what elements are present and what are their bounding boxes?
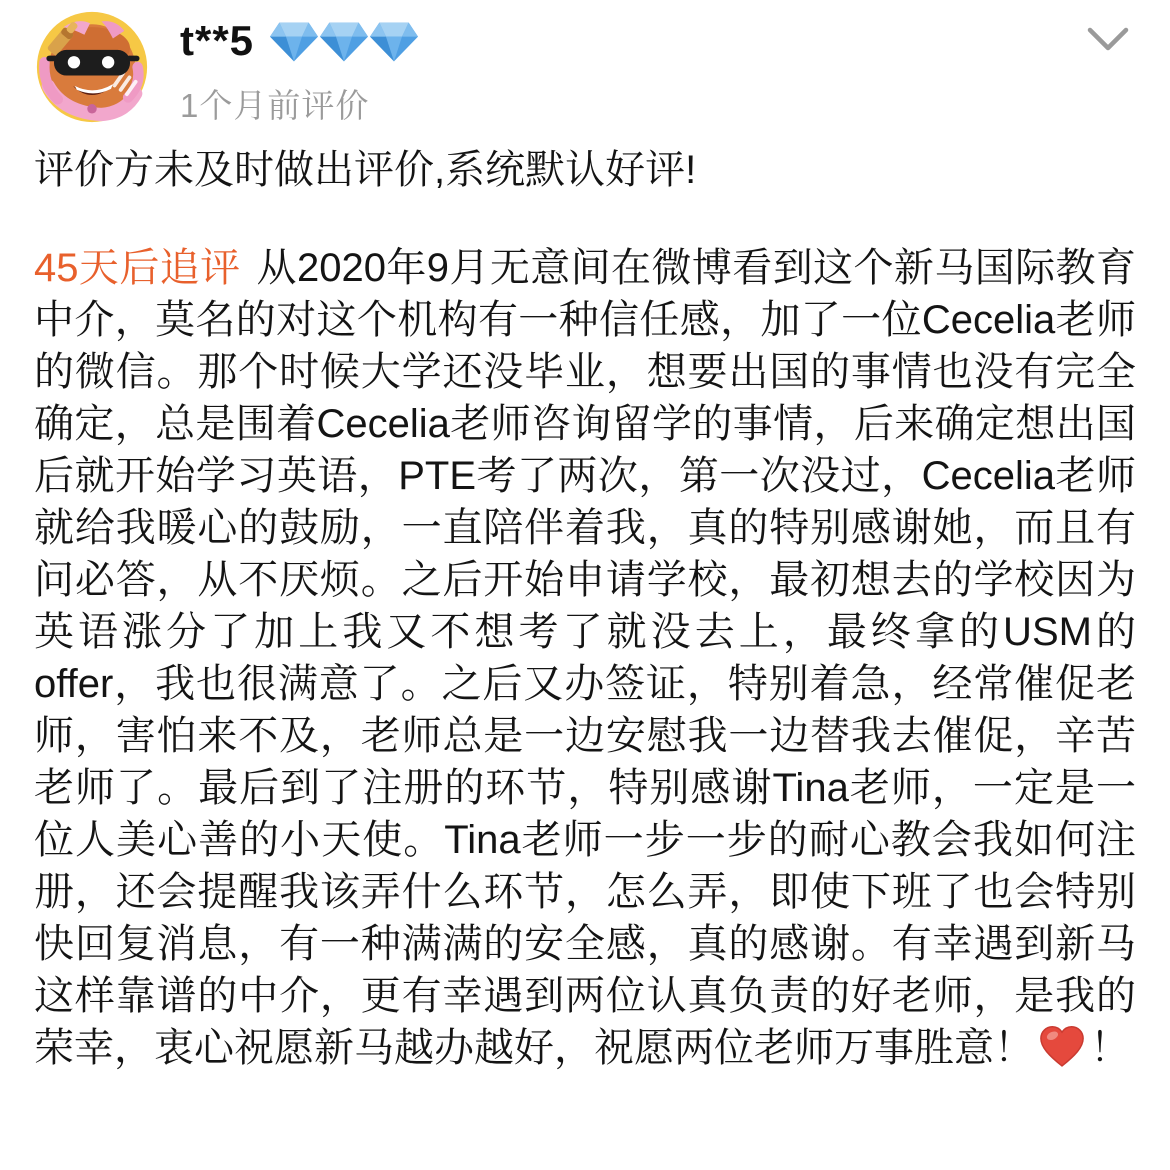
name-row	[180, 18, 418, 64]
followup-review	[34, 242, 1136, 1074]
blue-diamond-icon	[270, 20, 318, 64]
default-review-text: 评价方未及时做出评价,系统默认好评!	[34, 148, 697, 192]
member-level-diamonds	[270, 20, 418, 64]
review-timestamp: 1个月前评价	[180, 87, 370, 124]
followup-text: 从2020年9月无意间在微博看到这个新马国际教育中介，莫名的对这个机构有一种信任感，加了一位Cecelia老师的微信。那个时候大学还没毕业，想要出国的事情也没有完全确定，总是围着Cecelia老师咨询留学的事情，后来确定想出国后就开始学习英语，PTE考了两次，第一次没过，Cecelia老师就给我暖心的鼓励，一直陪伴着我，真的特别感谢她，而且有问必答，从不厌烦。之后开始申请学校，最初想去的学校因为英语涨分了加上我又不想考了就没去上，最终拿的USM的offer，我也很满意了。之后又办签证，特别着急，经常催促老师，害怕来不及，老师总是一边安慰我一边替我去催促，辛苦老师了。最后到了注册的环节，特别感谢Tina老师，一定是一位人美心善的小天使。Tina老师一步一步的耐心教会我如何注册，还会提醒我该弄什么环节，怎么弄，即使下班了也会特别快回复消息，有一种满满的安全感，真的感谢。有幸遇到新马这样靠谱的中介，更有幸遇到两位认真负责的好老师，是我的荣幸，衷心祝愿新马越办越好，祝愿两位老师万事胜意！	[34, 246, 1136, 1070]
followup-label: 45天后追评	[34, 246, 241, 290]
reviewer-meta	[180, 10, 418, 127]
red-heart-icon	[1038, 1024, 1086, 1068]
blue-diamond-icon	[320, 20, 368, 64]
chevron-down-icon[interactable]	[1084, 24, 1132, 58]
review-header	[34, 10, 1136, 132]
followup-suffix: ！	[1090, 1026, 1130, 1070]
blue-diamond-icon	[370, 20, 418, 64]
avatar[interactable]	[34, 10, 150, 124]
username[interactable]: t**5	[180, 17, 255, 64]
